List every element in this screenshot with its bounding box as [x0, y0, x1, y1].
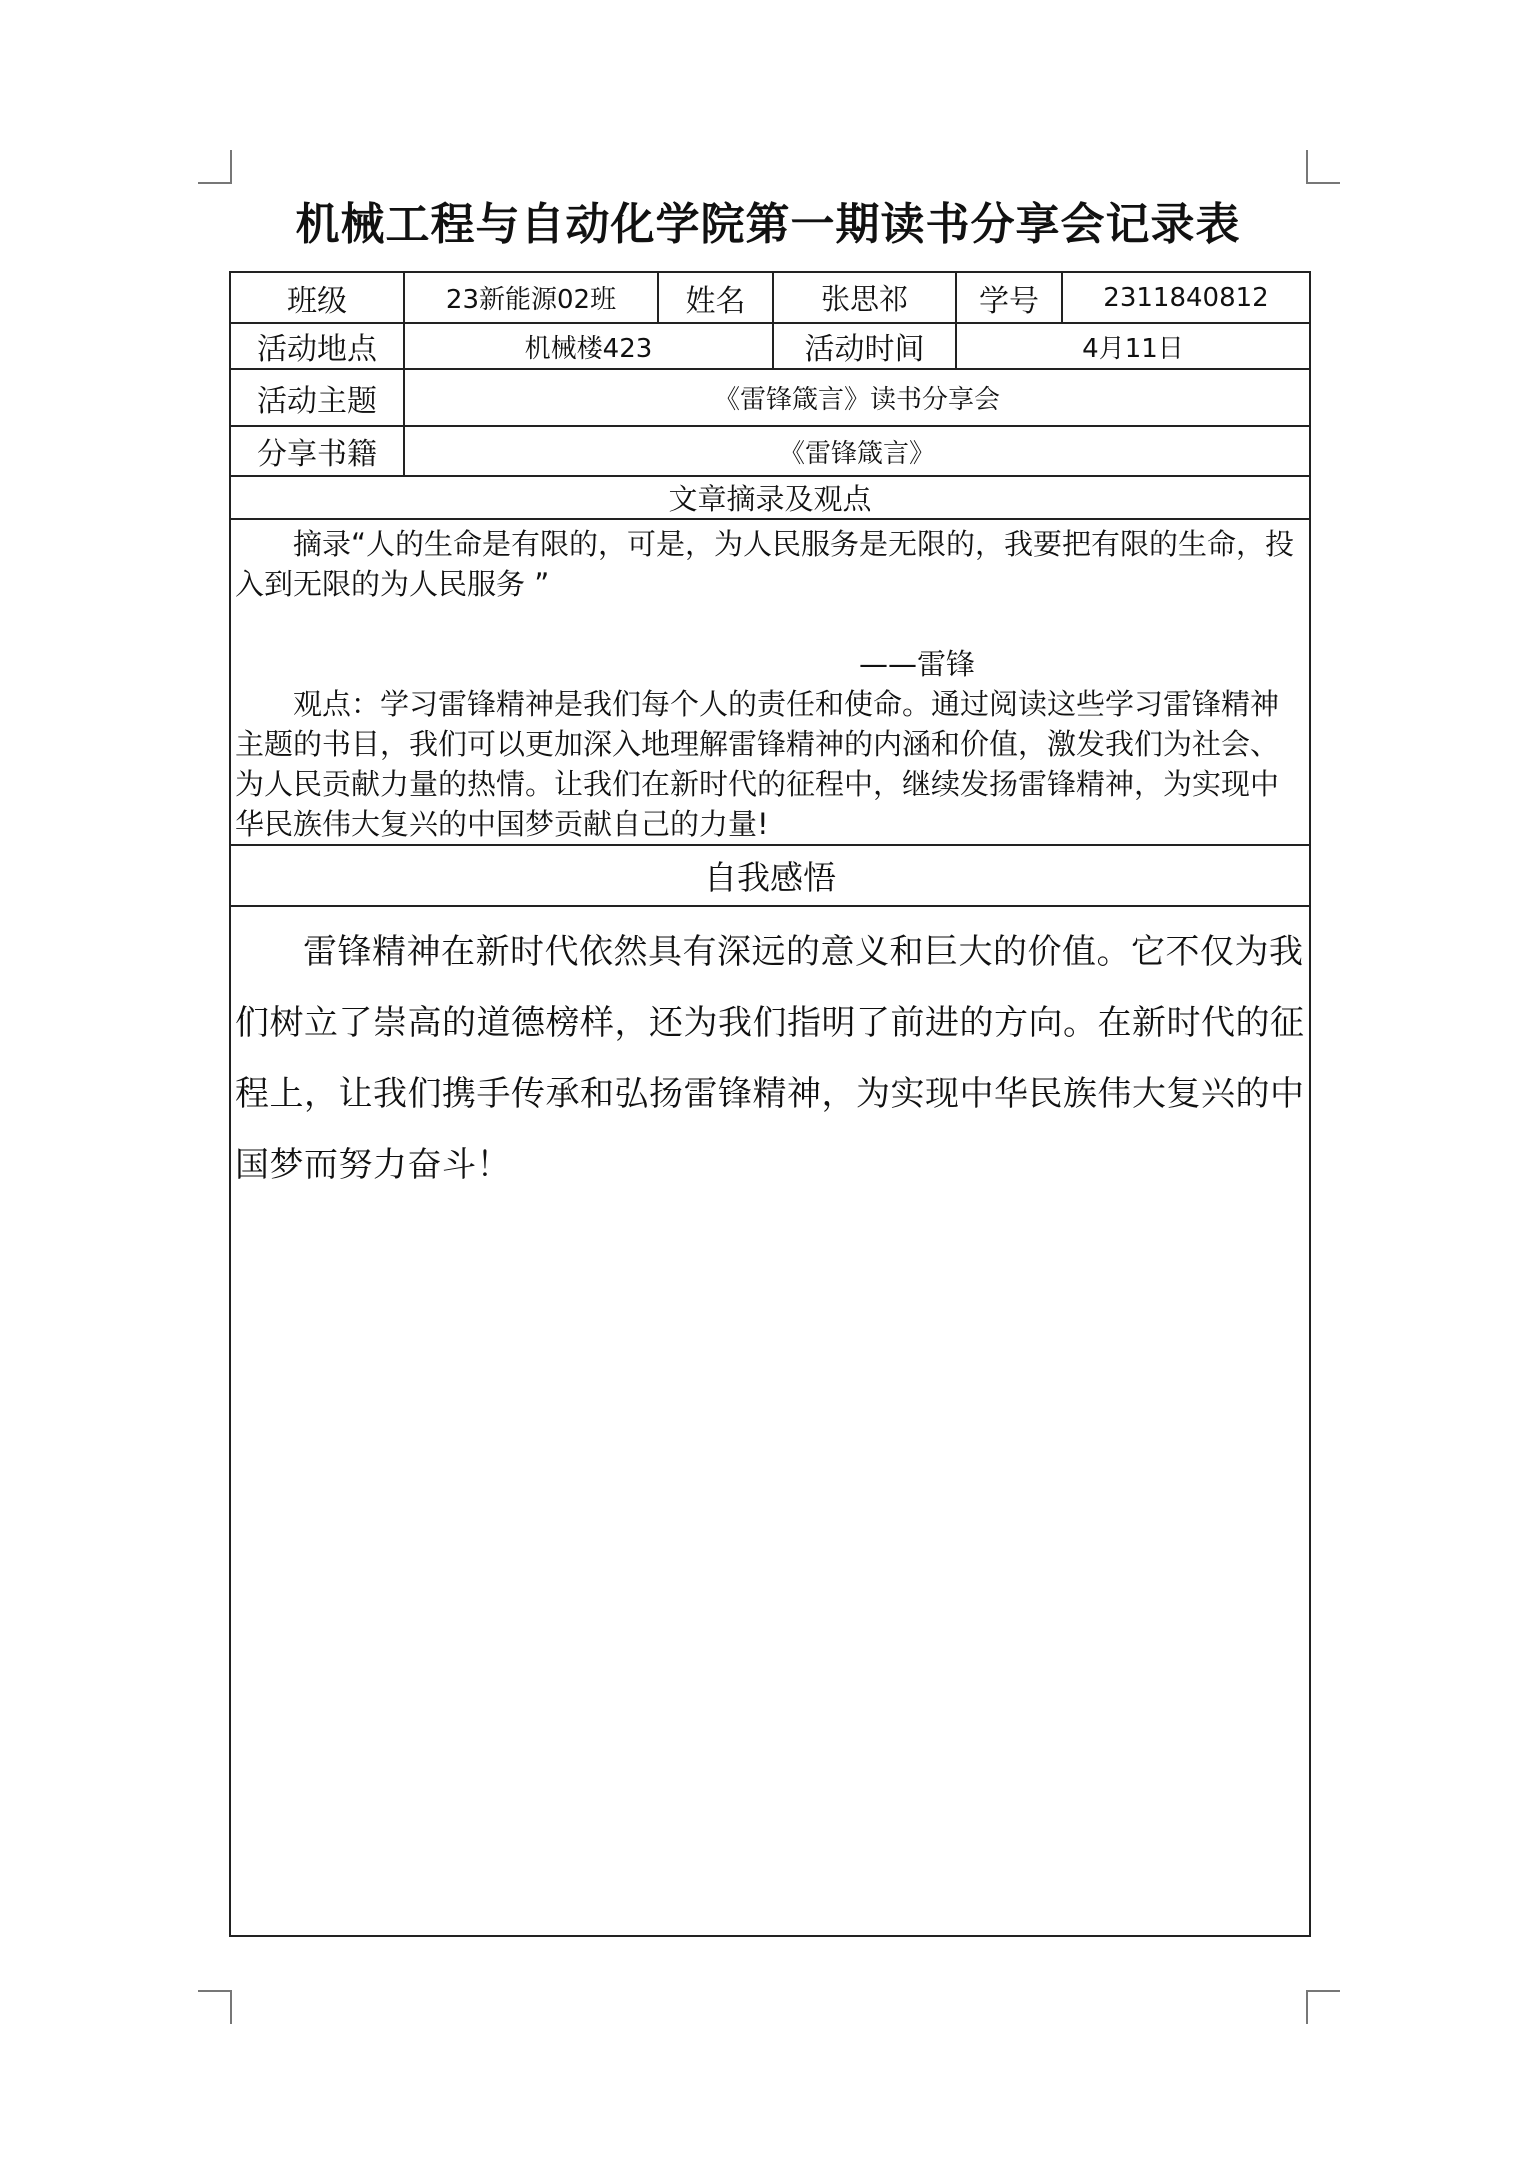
row-location-time: [230, 323, 1310, 369]
row-theme: [230, 369, 1310, 426]
class-label: 班级: [230, 272, 404, 323]
record-table: [229, 271, 1311, 1937]
excerpt-content: [230, 519, 1310, 845]
class-value: 23新能源02班: [404, 272, 658, 323]
location-label: 活动地点: [230, 323, 404, 369]
time-label: 活动时间: [773, 323, 956, 369]
reflection-text: 雷锋精神在新时代依然具有深远的意义和巨大的价值。它不仅为我们树立了崇高的道德榜样，还为我们指明了前进的方向。在新时代的征程上，让我们携手传承和弘扬雷锋精神，为实现中华民族伟大复兴的中国梦而努力奋斗！: [235, 932, 1305, 1185]
reflection-content: [230, 906, 1310, 1936]
name-value: 张思祁: [773, 272, 956, 323]
location-value: 机械楼423: [404, 323, 773, 369]
theme-value: 《雷锋箴言》读书分享会: [404, 369, 1310, 426]
theme-label: 活动主题: [230, 369, 404, 426]
name-label: 姓名: [658, 272, 773, 323]
row-student-info: [230, 272, 1310, 323]
excerpt-signature: ——雷锋: [858, 647, 975, 681]
row-reflection-content: [230, 906, 1310, 1936]
reflection-heading: 自我感悟: [230, 845, 1310, 906]
document-title: 机械工程与自动化学院第一期读书分享会记录表: [295, 199, 1241, 250]
student-id-label: 学号: [956, 272, 1062, 323]
row-reflection-heading: [230, 845, 1310, 906]
excerpt-viewpoint: 观点：学习雷锋精神是我们每个人的责任和使命。通过阅读这些学习雷锋精神主题的书目，我们可以更加深入地理解雷锋精神的内涵和价值，激发我们为社会、为人民贡献力量的热情。让我们在新时代的征程中，继续发扬雷锋精神，为实现中华民族伟大复兴的中国梦贡献自己的力量!: [235, 687, 1280, 841]
book-value: 《雷锋箴言》: [404, 426, 1310, 476]
crop-mark-top-right: [1306, 150, 1340, 184]
row-excerpt-heading: [230, 476, 1310, 519]
crop-mark-bottom-left: [198, 1990, 232, 2024]
crop-mark-top-left: [198, 150, 232, 184]
excerpt-quote: 摘录“人的生命是有限的，可是，为人民服务是无限的，我要把有限的生命，投入到无限的为人民服务 ”: [235, 527, 1295, 601]
row-book: [230, 426, 1310, 476]
row-excerpt-content: [230, 519, 1310, 845]
book-label: 分享书籍: [230, 426, 404, 476]
excerpt-heading: 文章摘录及观点: [230, 476, 1310, 519]
student-id-value: 2311840812: [1062, 272, 1310, 323]
crop-mark-bottom-right: [1306, 1990, 1340, 2024]
time-value: 4月11日: [956, 323, 1310, 369]
